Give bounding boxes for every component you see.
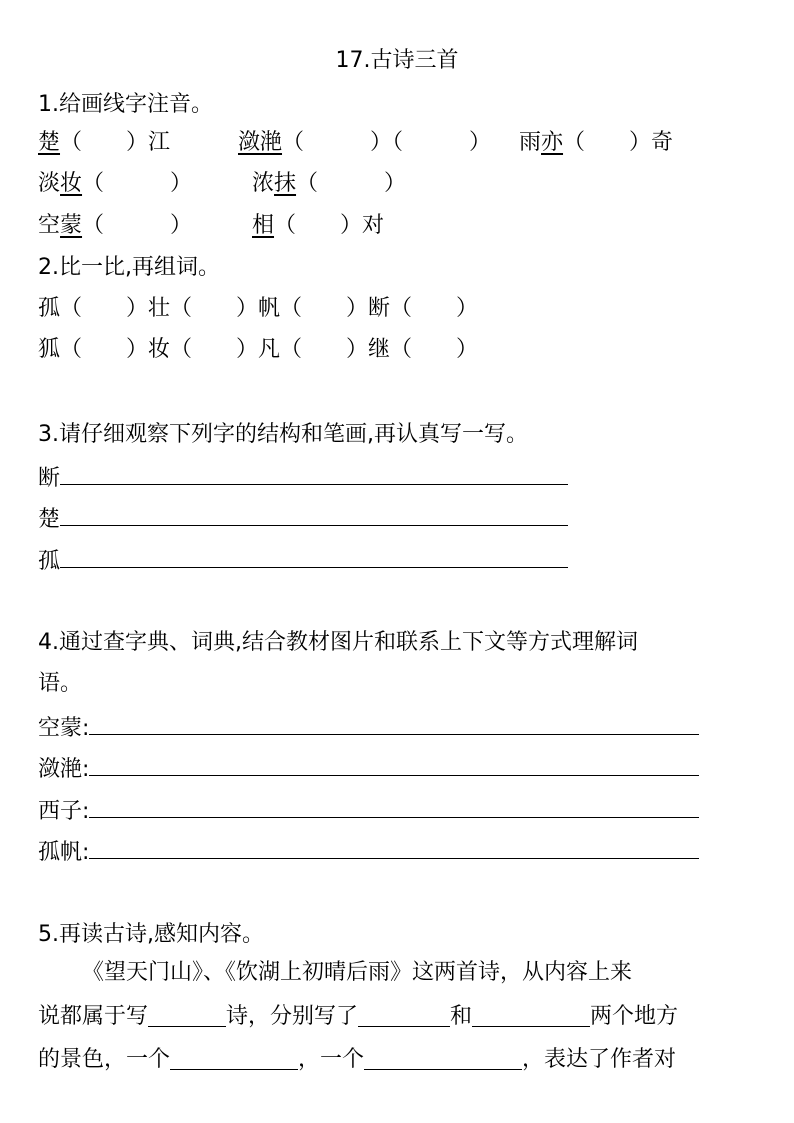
q1-row1-item-c	[519, 128, 673, 158]
q5-blank-place-1[interactable]	[358, 1002, 450, 1027]
q1-row1-item-a	[38, 128, 170, 158]
q5-line2-text-c: 和	[450, 1004, 473, 1029]
q5-para-line3	[38, 1045, 676, 1075]
q1-row3-a-prefix: 空	[38, 213, 61, 238]
q1-row1-c-blank[interactable]: （ ）奇	[563, 130, 674, 155]
q5-line3-text-a: 的景色，一个	[38, 1047, 171, 1072]
q1-row2-b-prefix: 浓	[252, 171, 275, 196]
q1-row1-item-b	[238, 128, 491, 158]
q3-item-2	[38, 503, 568, 535]
q4-item-1-term: 空蒙:	[38, 716, 90, 741]
q5-line3-text-c: ，表达了作者对	[522, 1047, 677, 1072]
q1-row1-c-underlined: 亦	[541, 130, 564, 155]
q4-item-3-answer-line[interactable]	[89, 795, 699, 818]
q4-heading-line1: 4.通过查字典、词典,结合教材图片和联系上下文等方式理解词	[38, 630, 638, 655]
q4-item-3-term: 西子:	[38, 799, 90, 824]
q3-item-1-char: 断	[38, 466, 61, 491]
q3-item-1-writing-line[interactable]	[60, 462, 568, 485]
q4-heading-line2: 语。	[38, 671, 83, 696]
q1-row2-a-underlined: 妆	[60, 171, 83, 196]
q1-row3-item-a	[38, 211, 192, 241]
q1-row2-a-prefix: 淡	[38, 171, 61, 196]
q1-row3-a-underlined: 蒙	[60, 213, 83, 238]
q4-item-2	[38, 753, 699, 785]
q4-item-4-term: 孤帆:	[38, 840, 90, 865]
q1-row3-b-blank[interactable]: （ ）对	[274, 213, 385, 238]
q5-blank-place-2[interactable]	[472, 1002, 590, 1027]
q5-para-line1: 《望天门山》、《饮湖上初晴后雨》这两首诗，从内容上来	[82, 960, 633, 985]
q3-item-3-writing-line[interactable]	[60, 545, 568, 568]
q5-para-line2	[38, 1002, 678, 1032]
q1-row1-b-underlined: 潋滟	[238, 130, 283, 155]
q3-item-2-writing-line[interactable]	[60, 503, 568, 526]
q1-row2-b-blank[interactable]: （ ）	[296, 171, 407, 196]
q3-item-3-char: 孤	[38, 549, 61, 574]
q5-blank-scene-1[interactable]	[170, 1045, 298, 1070]
q1-row3-b-underlined: 相	[252, 213, 275, 238]
q5-heading: 5.再读古诗,感知内容。	[38, 922, 264, 947]
q2-row1[interactable]: 孤（ ）壮（ ）帆（ ）断（ ）	[38, 296, 479, 321]
q1-row1-b-blank[interactable]: （ ）（ ）	[282, 130, 492, 155]
q1-row1-a-blank[interactable]: （ ）江	[60, 130, 171, 155]
q2-heading: 2.比一比,再组词。	[38, 255, 220, 280]
q1-row2-item-a	[38, 169, 192, 199]
q3-item-2-char: 楚	[38, 507, 61, 532]
q5-line2-text-d: 两个地方	[590, 1004, 679, 1029]
q4-item-4	[38, 836, 699, 868]
q1-row2-item-b	[252, 169, 406, 199]
q5-blank-poem-type[interactable]	[148, 1002, 226, 1027]
q5-blank-scene-2[interactable]	[364, 1045, 522, 1070]
q1-row2-b-underlined: 抹	[274, 171, 297, 196]
q5-line2-text-b: 诗，分别写了	[226, 1004, 359, 1029]
q1-row3-item-b	[252, 211, 384, 241]
q3-item-3	[38, 545, 568, 577]
q5-line2-text-a: 说都属于写	[38, 1004, 149, 1029]
q4-item-3	[38, 795, 699, 827]
q1-row3-a-blank[interactable]: （ ）	[82, 213, 193, 238]
q2-row2[interactable]: 狐（ ）妆（ ）凡（ ）继（ ）	[38, 337, 479, 362]
q4-item-2-term: 潋滟:	[38, 757, 90, 782]
q1-row2-a-blank[interactable]: （ ）	[82, 171, 193, 196]
q4-item-4-answer-line[interactable]	[89, 836, 699, 859]
q4-item-2-answer-line[interactable]	[89, 753, 699, 776]
q1-row1-a-underlined: 楚	[38, 130, 61, 155]
q4-item-1-answer-line[interactable]	[89, 712, 699, 735]
q1-heading: 1.给画线字注音。	[38, 92, 213, 117]
q3-heading: 3.请仔细观察下列字的结构和笔画,再认真写一写。	[38, 422, 528, 447]
q1-row1-c-prefix: 雨	[519, 130, 542, 155]
page-title: 17.古诗三首	[335, 48, 459, 73]
q5-line3-text-b: ，一个	[298, 1047, 365, 1072]
q4-item-1	[38, 712, 699, 744]
q3-item-1	[38, 462, 568, 494]
